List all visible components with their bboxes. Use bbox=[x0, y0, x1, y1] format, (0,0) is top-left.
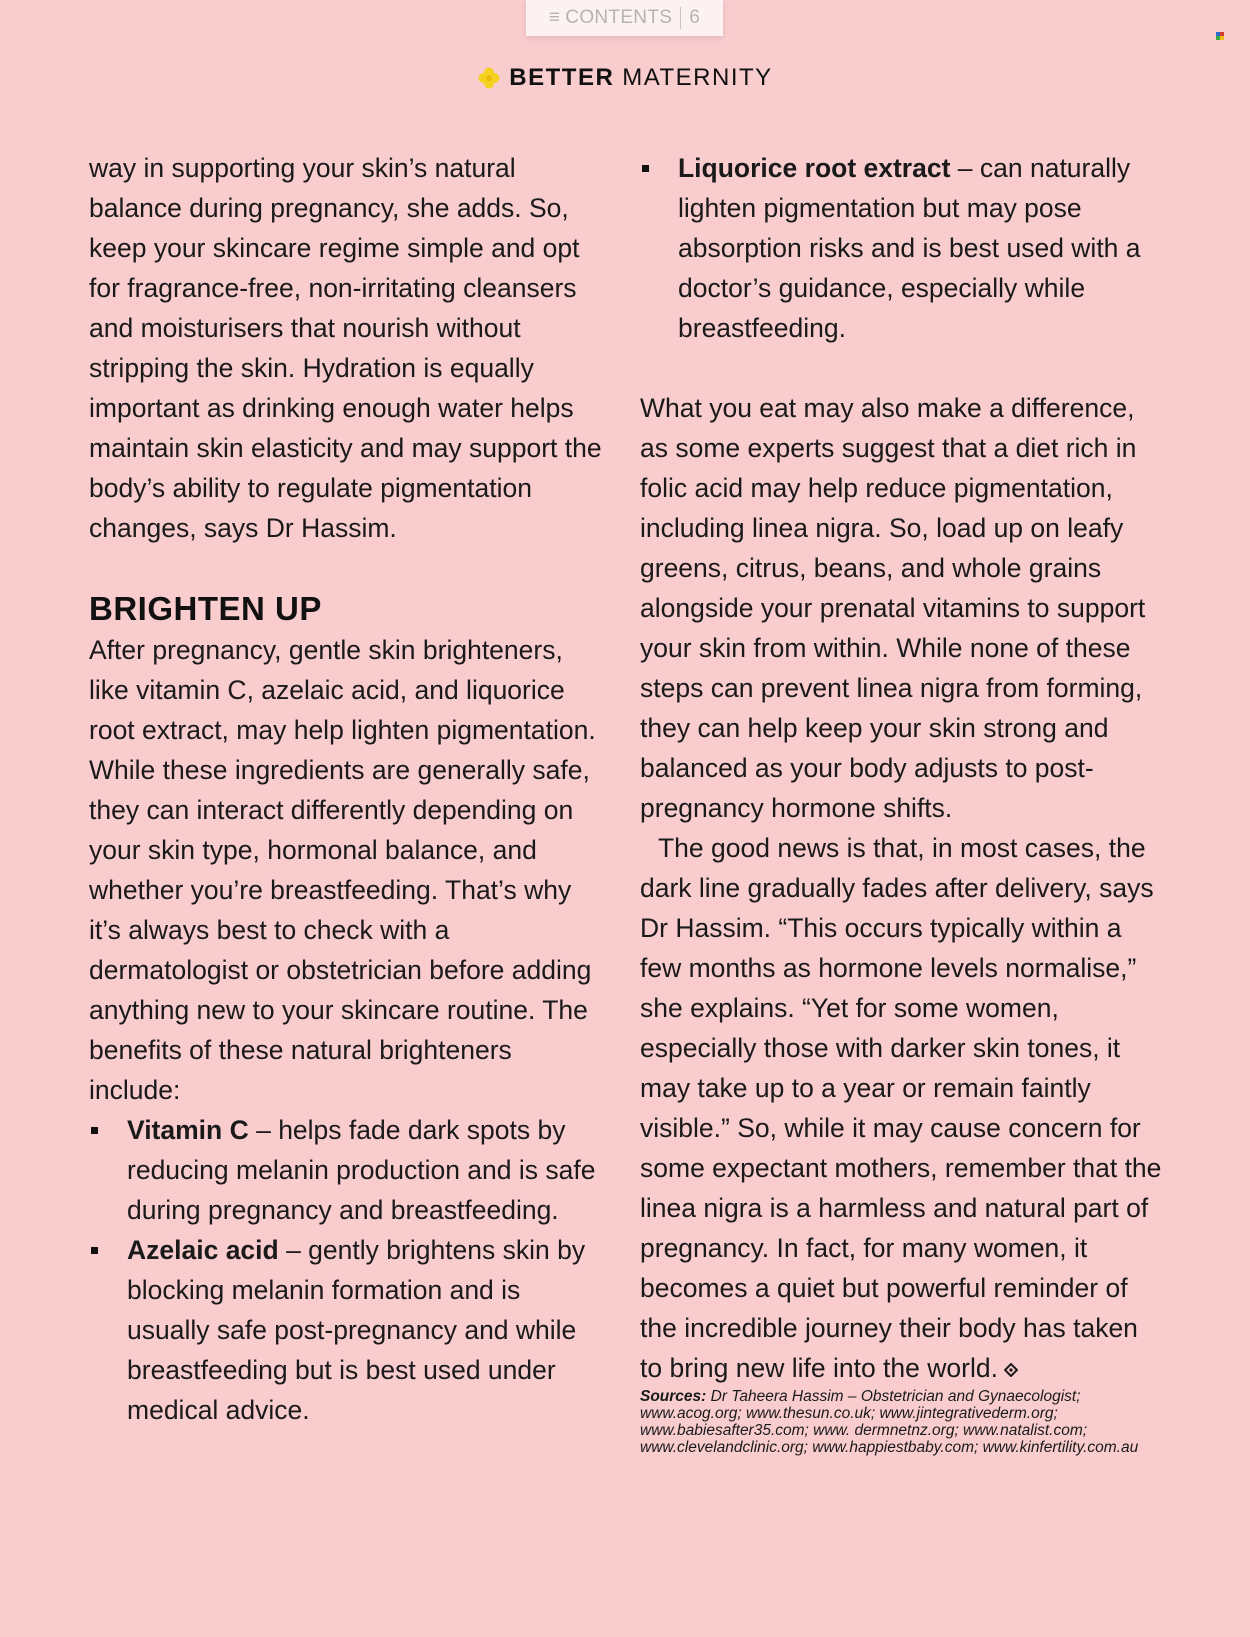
page-number: 6 bbox=[689, 7, 701, 28]
divider bbox=[680, 7, 681, 29]
list-term: Liquorice root extract bbox=[678, 153, 951, 183]
left-column bbox=[89, 148, 609, 1430]
list-term: Azelaic acid bbox=[127, 1235, 279, 1265]
section-heading: BRIGHTEN UP bbox=[89, 590, 322, 627]
bullet-icon bbox=[91, 1247, 98, 1254]
sources-label: Sources: bbox=[640, 1388, 707, 1405]
sources-text: Dr Taheera Hassim – Obstetrician and Gynaecologist; www.acog.org; www.thesun.co.uk; www.jintegrativederm.org; www.babiesafter35.com; www. dermnetnz.org; www.natalist.com; www.clevelandclinic.org; www.happiestbaby.com; www.kinfertility.com.au bbox=[640, 1388, 1139, 1456]
good-news-text: The good news is that, in most cases, the dark line gradually fades after delivery, says Dr Hassim. “This occurs typically within a few months as hormone levels normalise,” she explains. “Yet for some women, especially those with darker skin tones, it may take up to a year or remain faintly visible.” So, while it may cause concern for some expectant mothers, remember that the linea nigra is a harmless and natural part of pregnancy. In fact, for many women, it becomes a quiet but powerful reminder of the incredible journey their body has taken to bring new life into the world. bbox=[640, 833, 1162, 1383]
color-marker-icon bbox=[1216, 32, 1224, 40]
end-mark-icon bbox=[1004, 1363, 1018, 1377]
bullet-icon bbox=[91, 1127, 98, 1134]
brand-bold: BETTER bbox=[509, 64, 615, 91]
diet-paragraph: What you eat may also make a difference, as some experts suggest that a diet rich in folic acid may help reduce pigmentation, including linea nigra. So, load up on leafy greens, citrus, beans, and whole grains alongside your prenatal vitamins to support your skin from within. While none of these steps can prevent linea nigra from forming, they can help keep your skin strong and balanced as your body adjusts to post-pregnancy hormone shifts. bbox=[640, 393, 1146, 823]
list-item bbox=[89, 1110, 609, 1230]
spacer bbox=[640, 348, 1165, 388]
flower-icon bbox=[477, 66, 501, 90]
intro-paragraph: way in supporting your skin’s natural balance during pregnancy, she adds. So, keep your skincare regime simple and opt for fragrance-free, non-irritating cleansers and moisturisers that nourish without stripping the skin. Hydration is equally important as drinking enough water helps maintain skin elasticity and may support the body’s ability to regulate pigmentation changes, says Dr Hassim. bbox=[89, 153, 602, 543]
list-item bbox=[640, 148, 1165, 348]
good-news-paragraph bbox=[640, 828, 1165, 1388]
brightener-list-continued bbox=[640, 148, 1165, 348]
section-header bbox=[0, 64, 1250, 92]
list-text: – helps fade dark spots by reducing melanin production and is safe during pregnancy and breastfeeding. bbox=[127, 1115, 596, 1225]
list-text: – gently brightens skin by blocking melanin formation and is usually safe post-pregnancy and while breastfeeding but is best used under medical advice. bbox=[127, 1235, 586, 1425]
brightener-list bbox=[89, 1110, 609, 1430]
contents-label: CONTENTS bbox=[565, 7, 673, 28]
list-term: Vitamin C bbox=[127, 1115, 249, 1145]
body-paragraph: After pregnancy, gentle skin brighteners, like vitamin C, azelaic acid, and liquorice root extract, may help lighten pigmentation. While these ingredients are generally safe, they can interact differently depending on your skin type, hormonal balance, and whether you’re breastfeeding. That’s why it’s always best to check with a dermatologist or obstetrician before adding anything new to your skincare routine. The benefits of these natural brighteners include: bbox=[89, 635, 596, 1105]
contents-button[interactable] bbox=[526, 0, 723, 36]
right-column bbox=[640, 148, 1165, 1456]
list-text: – can naturally lighten pigmentation but may pose absorption risks and is best used with a doctor’s guidance, especially while breastfeeding. bbox=[678, 153, 1141, 343]
sources-note bbox=[640, 1388, 1165, 1456]
list-item bbox=[89, 1230, 609, 1430]
menu-icon: ≡ bbox=[548, 7, 561, 28]
brand-rest: MATERNITY bbox=[622, 64, 773, 91]
bullet-icon bbox=[642, 165, 649, 172]
